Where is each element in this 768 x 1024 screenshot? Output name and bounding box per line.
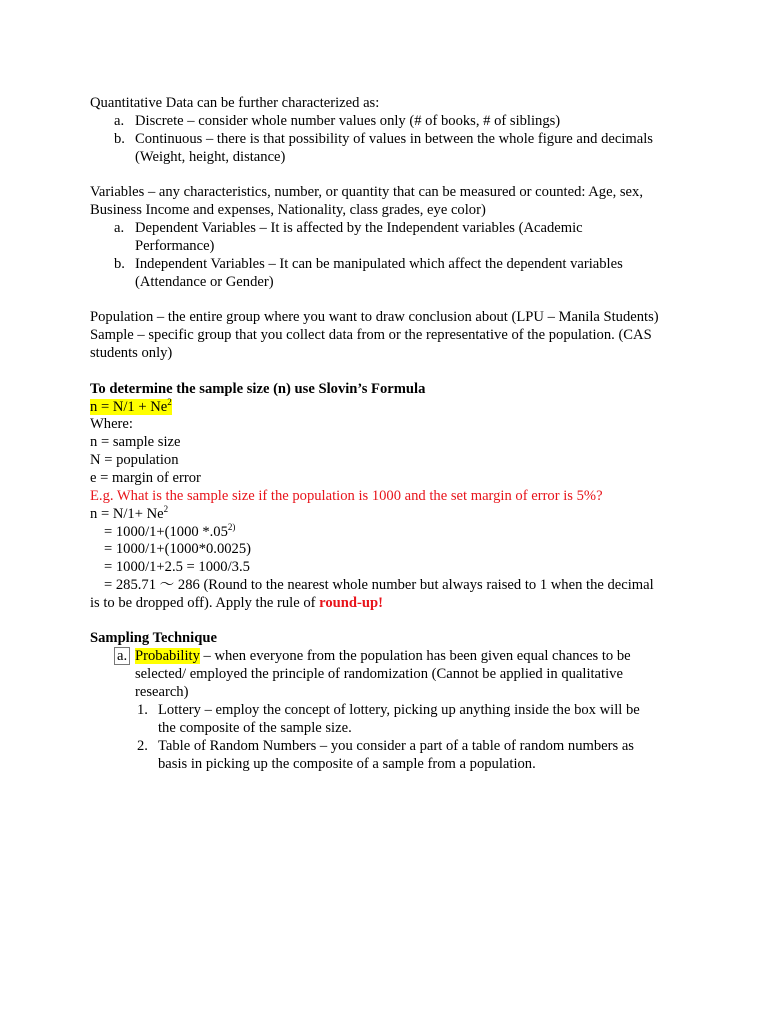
list-item-lottery: Lottery – employ the concept of lottery, picking up anything inside the box will be bbox=[158, 702, 640, 718]
list-item-continuous: Continuous – there is that possibility of values in between the whole figure and decimals bbox=[135, 131, 653, 147]
list-item-independent-cont: (Attendance or Gender) bbox=[135, 274, 274, 290]
list-item-probability-cont: selected/ employed the principle of randomization (Cannot be applied in qualitative bbox=[135, 666, 623, 682]
list-item-random-numbers-cont: basis in picking up the composite of a sample from a population. bbox=[158, 756, 536, 772]
sample-line: students only) bbox=[90, 345, 173, 361]
calc-step: = 1000/1+2.5 = 1000/3.5 bbox=[104, 559, 250, 575]
calc-step: = 1000/1+(1000*0.0025) bbox=[104, 541, 251, 557]
example-question: E.g. What is the sample size if the population is 1000 and the set margin of error is 5%? bbox=[90, 488, 603, 504]
list-marker: 1. bbox=[137, 702, 148, 718]
list-item-dependent: Dependent Variables – It is affected by the Independent variables (Academic bbox=[135, 220, 583, 236]
list-item-probability-cont: research) bbox=[135, 684, 189, 700]
slovin-formula: $n = N/1 + Ne^2$ bbox=[90, 397, 172, 415]
where-label: Where: bbox=[90, 416, 133, 432]
calc-step: = 1000/1+(1000 *.05$^{2)}$ bbox=[104, 522, 236, 540]
list-item-random-numbers: Table of Random Numbers – you consider a part of a table of random numbers as bbox=[158, 738, 634, 754]
list-marker: a. bbox=[114, 113, 125, 129]
definition-N: N = population bbox=[90, 452, 179, 468]
calc-step: = 285.71 ～ 286 (Round to the nearest whole number but always raised to 1 when the decimal bbox=[104, 577, 654, 593]
variables-line: Variables – any characteristics, number, or quantity that can be measured or counted: Age, sex, bbox=[90, 184, 643, 200]
calc-step: is to be dropped off). Apply the rule of round-up! bbox=[90, 595, 383, 611]
variables-line: Business Income and expenses, Nationality, class grades, eye color) bbox=[90, 202, 486, 218]
sampling-heading: Sampling Technique bbox=[90, 630, 217, 646]
definition-n: n = sample size bbox=[90, 434, 181, 450]
calc-step: $n = N/1+ Ne^2$ bbox=[90, 504, 169, 522]
list-marker: b. bbox=[114, 131, 125, 147]
list-item-dependent-cont: Performance) bbox=[135, 238, 215, 254]
slovin-heading: To determine the sample size (n) use Slovin’s Formula bbox=[90, 381, 426, 397]
list-marker: a. bbox=[114, 220, 125, 236]
list-item-probability: Probability – when everyone from the population has been given equal chances to be bbox=[135, 648, 631, 664]
list-item-continuous-cont: (Weight, height, distance) bbox=[135, 149, 286, 165]
list-marker: a. bbox=[114, 647, 130, 665]
list-item-independent: Independent Variables – It can be manipulated which affect the dependent variables bbox=[135, 256, 623, 272]
quant-heading: Quantitative Data can be further characterized as: bbox=[90, 95, 380, 111]
list-marker: b. bbox=[114, 256, 125, 272]
list-marker: 2. bbox=[137, 738, 148, 754]
sample-line: Sample – specific group that you collect data from or the representative of the population. (CAS bbox=[90, 327, 652, 343]
list-item-lottery-cont: the composite of the sample size. bbox=[158, 720, 352, 736]
round-up-emphasis: round-up! bbox=[319, 595, 383, 611]
population-line: Population – the entire group where you want to draw conclusion about (LPU – Manila Students) bbox=[90, 309, 659, 325]
definition-e: e = margin of error bbox=[90, 470, 201, 486]
list-item-discrete: Discrete – consider whole number values only (# of books, # of siblings) bbox=[135, 113, 561, 129]
